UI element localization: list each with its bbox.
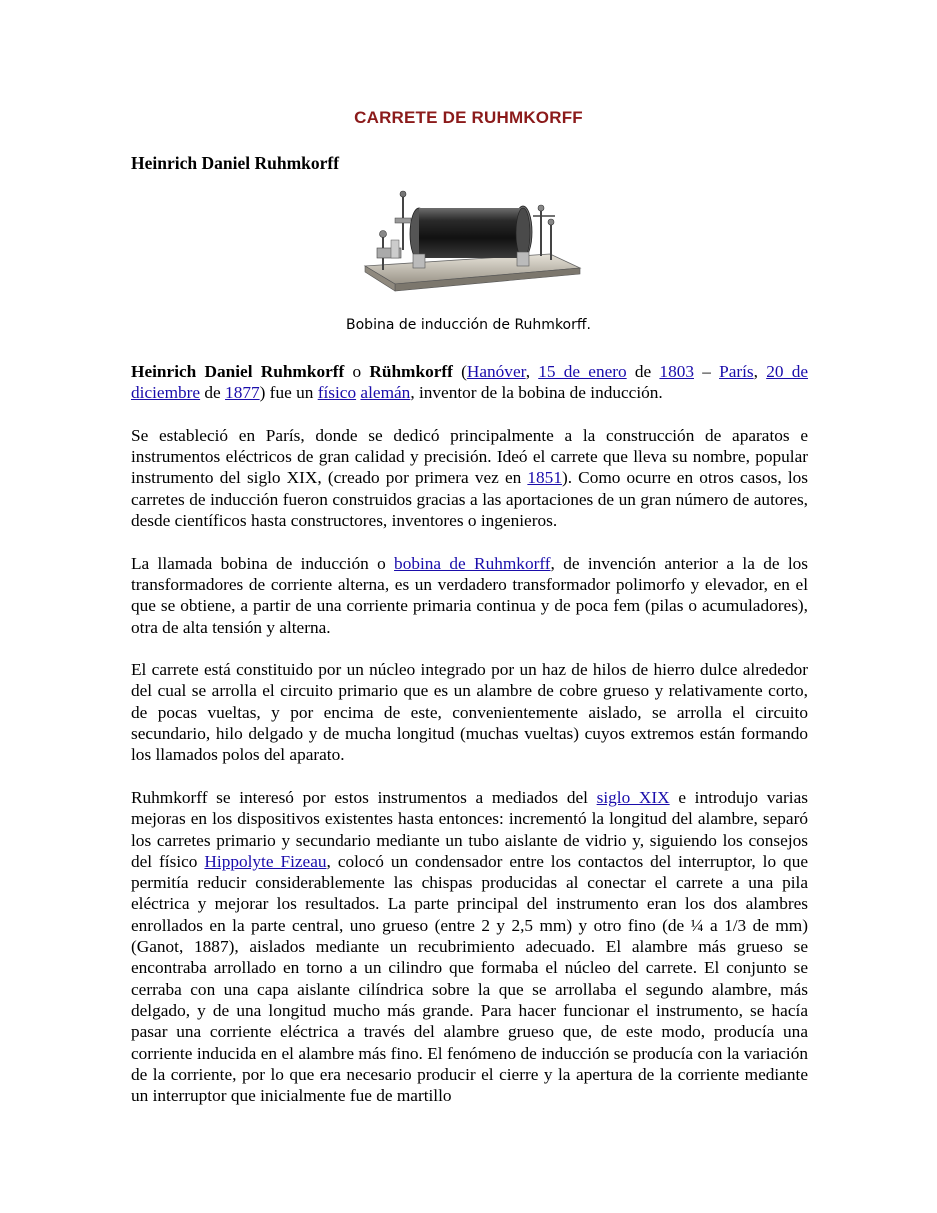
- paragraph-intro: [131, 361, 808, 404]
- page-title: CARRETE DE RUHMKORFF: [354, 108, 583, 127]
- text: La llamada bobina de inducción o: [131, 553, 395, 573]
- paragraph-bobina: [131, 553, 808, 638]
- text: , inventor de la bobina de inducción.: [410, 383, 663, 403]
- link-hippolyte-fizeau[interactable]: Hippolyte Fizeau: [204, 851, 327, 871]
- text: ,: [753, 362, 767, 381]
- article-body: [131, 361, 808, 1128]
- link-paris[interactable]: París: [719, 362, 754, 381]
- text: ) fue un: [259, 383, 318, 403]
- link-1851[interactable]: 1851: [527, 468, 562, 488]
- text: (: [452, 362, 467, 381]
- text: ). Como ocurre en otros casos, los carretes de inducción fueron construidos gracias a las aportaciones de un gran número de autores, desde científicos hasta constructores, inventores o ingenieros.: [131, 468, 809, 531]
- section-heading: Heinrich Daniel Ruhmkorff: [131, 153, 340, 173]
- text: Se estableció en París, donde se dedicó principalmente a la construcción de aparatos e instrumentos eléctricos de gran calidad y precisión. Ideó el carrete que lleva su nombre, popular instrumento del siglo XIX, (creado por primera vez en: [131, 425, 808, 488]
- link-20-de-diciembre[interactable]: 20 de diciembre: [131, 362, 809, 403]
- text: , de invención anterior a la de los transformadores de corriente alterna, es un verdadero transformador polimorfo y elevador, en el que se obtiene, a partir de una corriente primaria continua y de poca fem (pilas o acumuladores), otra de alta tensión y alterna.: [131, 553, 809, 637]
- link-siglo-xix[interactable]: siglo XIX: [596, 787, 670, 807]
- name-bold: Heinrich Daniel Ruhmkorff: [131, 362, 345, 381]
- link-1803[interactable]: 1803: [659, 362, 694, 381]
- induction-coil-image: [355, 188, 585, 298]
- link-hanover[interactable]: Hanóver: [466, 362, 526, 381]
- text: , colocó un condensador entre los contactos del interruptor, lo que permitía reducir considerablemente las chispas producidas al conectar el carrete a una pila eléctrica y mejorar los resultados. La parte principal del instrumento eran los dos alambres enrollados en la parte central, uno grueso (entre 2 y 2,5 mm) y otro fino (de ¼ a 1/3 de mm) (Ganot, 1887), aislados mediante un recubrimiento adecuado. El alambre más grueso se encontraba arrollado en torno a un cilindro que formaba el núcleo del carrete. El conjunto se cerraba con una capa aislante cilíndrica sobre la que se arrollaba el segundo alambre, más delgado, y de una longitud mucho más grande. Para hacer funcionar el instrumento, se hacía pasar una corriente eléctrica a través del alambre grueso que, de este modo, producía una corriente inducida en el alambre más fino. El fenómeno de inducción se producía con la variación de la corriente, por lo que era necesario producir el cierre y la apertura de la corriente mediante un interruptor que inicialmente fue de martillo: [131, 851, 808, 1106]
- link-15-de-enero[interactable]: 15 de enero: [538, 362, 627, 381]
- text: El carrete está constituido por un núcleo integrado por un haz de hilos de hierro dulce alrededor del cual se arrolla el circuito primario que es un alambre de cobre grueso y relativamente corto, de pocas vueltas, y por encima de este, convenientemente aislado, se arrolla el circuito secundario, hilo delgado y de mucha longitud (muchas vueltas) cuyos extremos están formando los llamados polos del aparato.: [131, 660, 808, 765]
- text: de: [200, 383, 226, 403]
- text: o: [344, 362, 370, 381]
- text: Ruhmkorff se interesó por estos instrumentos a mediados del: [131, 787, 597, 807]
- link-1877[interactable]: 1877: [225, 383, 260, 403]
- text: –: [693, 362, 720, 381]
- link-aleman[interactable]: alemán: [360, 383, 411, 403]
- text: e introdujo varias mejoras en los dispositivos existentes hasta entonces: incrementó la longitud del alambre, separó los carretes primario y secundario mediante un tubo aislante de vidrio y, siguiendo los consejos del físico: [131, 787, 808, 871]
- text: de: [626, 362, 660, 381]
- text: ,: [525, 362, 539, 381]
- link-fisico[interactable]: físico: [317, 383, 357, 403]
- paragraph-carrete: [131, 659, 808, 765]
- paragraph-paris: [131, 425, 808, 531]
- alt-name-bold: Rühmkorff: [369, 362, 453, 381]
- link-bobina-de-ruhmkorff[interactable]: bobina de Ruhmkorff: [394, 553, 551, 573]
- figure-caption: Bobina de inducción de Ruhmkorff.: [346, 317, 591, 333]
- paragraph-mejoras: [131, 787, 808, 1106]
